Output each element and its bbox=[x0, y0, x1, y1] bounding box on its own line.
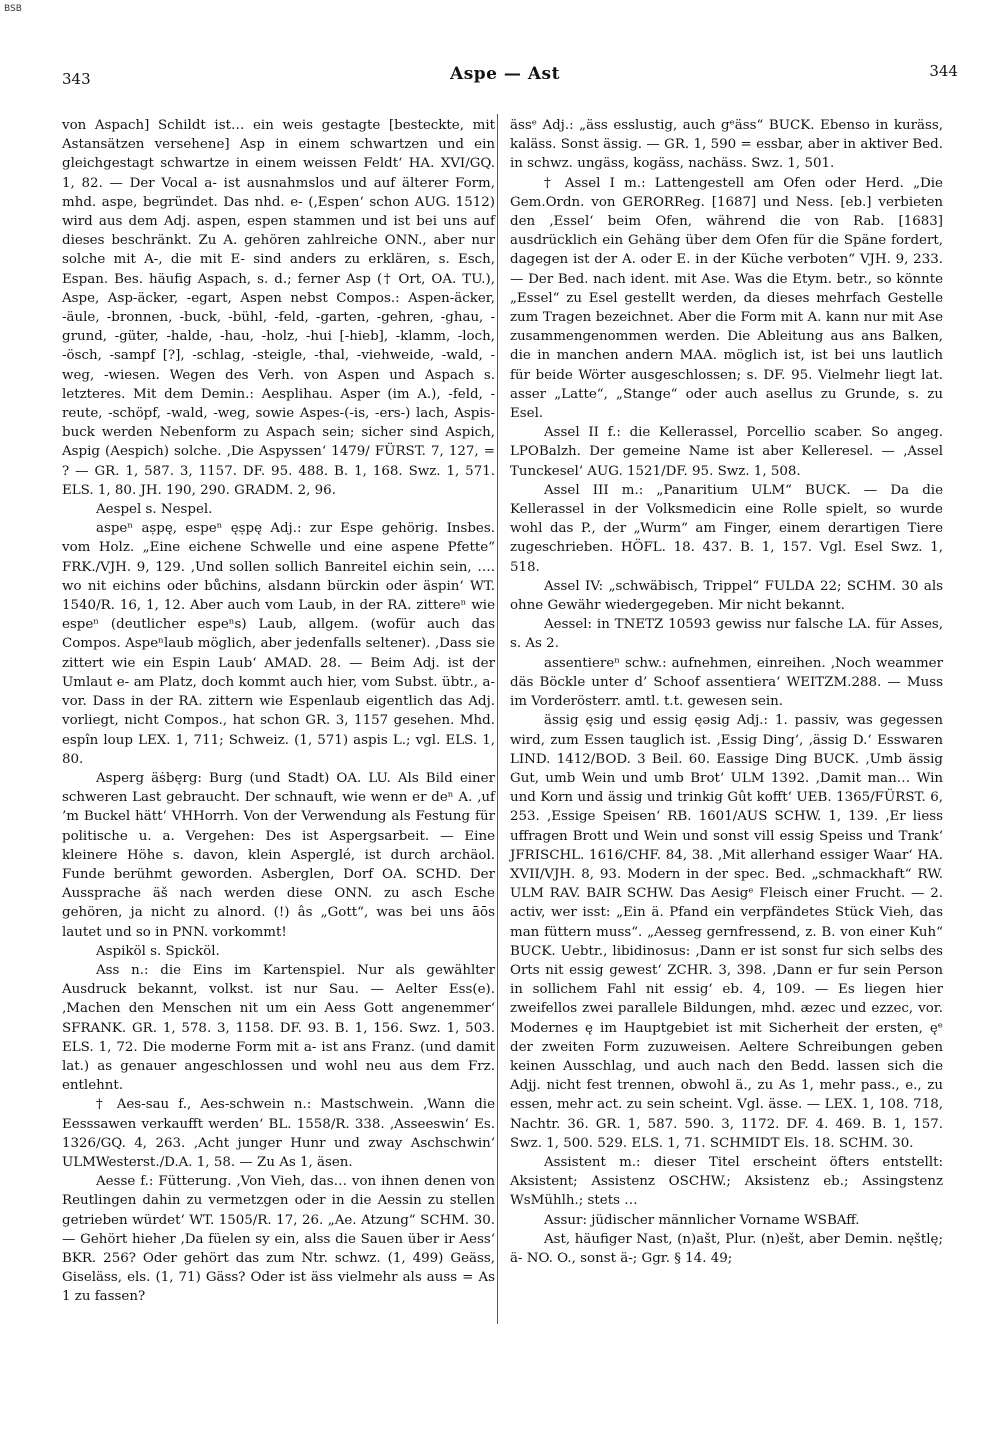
entry-paragraph: † Assel I m.: Lattengestell am Ofen oder Herd. „Die Gem.Ordn. von GERORReg. [1687] und Ness. [eb.] verbieten den ‚Essel‘ beim Ofen, während die von Rab. [1683] ausdrücklich ein Gehäng über dem Ofen für die Späne fordert, dagegen ist der A. oder E. in der Küche verboten“ VJH. 9, 233. — Der Bed. nach ident. mit Ase. Was die Etym. betr., so könnte „Essel“ zu Esel gestellt werden, da dieses mehrfach Gestelle zum Tragen bezeichnet. Aber die Form mit A. kann nur mit Ase zusammengenommen werden. Die Ableitung aus ans Balken, die in manchen andern MAA. möglich ist, ist bei uns lautlich für beide Wörter ausgeschlossen; s. DF. 95. Vielmehr liegt lat. asser „Latte“, „Stange“ oder auch asellus zu Grunde, s. zu Esel. bbox=[510, 175, 943, 422]
running-title: Aspe — Ast bbox=[450, 64, 560, 84]
library-stamp: BSB bbox=[4, 4, 22, 14]
entry-paragraph: Ast, häufiger Nast, (n)ašt, Plur. (n)ešt, aber Demin. nęštlę; ä- NO. O., sonst ä-; Ggr. § 14. 49; bbox=[510, 1231, 943, 1266]
entry-paragraph: Assistent m.: dieser Titel erscheint öfters entstellt: Aksistent; Assistenz OSCHW.; Aksistenz eb.; Assingstenz WsMühlh.; stets … bbox=[510, 1154, 943, 1209]
entry-paragraph: assentiereⁿ schw.: aufnehmen, einreihen. ‚Noch weammer däs Böckle unter d’ Schoof assentiera‘ WEITZM.288. — Muss im Vorderösterr. amtl. t.t. gewesen sein. bbox=[510, 655, 943, 710]
page-header bbox=[40, 62, 970, 86]
entry-paragraph: von Aspach] Schildt ist… ein weis gestagte [besteckte, mit Astansätzen versehene] Asp in einem schwartzen und ein gleichgestagt schwartze in einem weissen Feldt‘ HA. XVI/GQ. 1, 82. — Der Vocal a- ist ausnahmslos und auf älterer Form, mhd. aspe, begründet. Das nhd. e- (‚Espen‘ schon AUG. 1512) wird aus dem Adj. aspen, espen stammen und ist bei uns auf dieses beschränkt. Zu A. gehören zahlreiche ONN., aber nur solche mit A-, die mit E- sind anders zu erklären, s. Esch, Espan. Bes. häufig Aspach, s. d.; ferner Asp († Ort, OA. TU.), Aspe, Asp-äcker, -egart, Aspen nebst Compos.: Aspen-äcker, -äule, -bronnen, -buck, -bühl, -feld, -garten, -gehren, -ghau, -grund, -güter, -halde, -hau, -holz, -hui [-hieb], -klamm, -loch, -ösch, -sampf [?], -schlag, -steigle, -thal, -viehweide, -wald, -weg, -wiesen. Wegen des Verh. von Aspen und Aspach s. letzteres. Mit dem Demin.: Aesplihau. Asper (im A.), -feld, -reute, -schöpf, -wald, -weg, sowie Aspes-(-is, -ers-) lach, Aspis-buck werden Nebenform zu Aspach sein; sicher sind Aspich, Aspig (Aespich) solche. ‚Die Aspyssen‘ 1479/ FÜRST. 7, 127, = ? — GR. 1, 587. 3, 1157. DF. 95. 488. B. 1, 168. Swz. 1, 571. ELS. 1, 80. JH. 190, 290. GRADM. 2, 96. bbox=[62, 118, 495, 498]
entry-paragraph: Assel II f.: die Kellerassel, Porcellio scaber. So angeg. LPOBalzh. Der gemeine Name ist aber Kelleresel. — ‚Assel Tunckesel‘ AUG. 1521/DF. 95. Swz. 1, 508. bbox=[510, 425, 943, 479]
page-number-left: 343 bbox=[62, 70, 91, 88]
entry-paragraph: ässig ęsig und essig ęəsig Adj.: 1. passiv, was gegessen wird, zum Essen tauglich ist. ‚Essig Ding‘, ‚ässig D.‘ Esswaren LIND. 1412/BOD. 3 Beil. 60. Eassige Ding BUCK. ‚Umb ässig Gut, umb Wein und umb Brot‘ ULM 1392. ‚Damit man… Win und Korn und ässig und trinkig Gût kofft‘ UEB. 1365/FÜRST. 6, 253. ‚Essige Speisen‘ RB. 1601/AUS SCHW. 1, 139. ‚Er liess uffragen Brott und Wein und sonst vill essig Speiss und Trank‘ JFRISCHL. 1616/CHF. 84, 38. ‚Mit allerhand essiger Waar‘ HA. XVII/VJH. 8, 93. Modern in der spec. Bed. „schmackhaft“ RW. ULM RAV. BAIR SCHW. Das Aesigᵉ Fleisch einer Frucht. — 2. activ, wer isst: „Ein ä. Pfand ein verpfändetes Stück Vieh, das man füttern muss“. „Aesseg gernfressend, z. B. von einer Kuh“ BUCK. Uebtr., libidinosus: ‚Dann er ist sonst fur sich selbs des Orts nit essig gewest‘ ZCHR. 3, 398. ‚Dann er fur sein Person in sollichem Fahl nit essig‘ eb. 4, 109. — Es liegen hier zweifellos zwei parallele Bildungen, mhd. æzec und ezzec, vor. Modernes ę im Hauptgebiet ist mit Sicherheit der ersten, ęᵉ der zweiten Form zuzuweisen. Aeltere Schreibungen geben keinen Ausschlag, und auch nach den Bedd. lassen sich die Adjj. nicht fest trennen, obwohl ä., zu As 1, mehr pass., e., zu essen, mehr act. zu sein scheint. Vgl. ässe. — LEX. 1, 108. 718, Nachtr. 36. GR. 1, 587. 590. 3, 1172. DF. 4. 469. B. 1, 157. Swz. 1, 500. 529. ELS. 1, 71. SCHMIDT Els. 18. SCHM. 30. bbox=[510, 713, 943, 1151]
entry-paragraph: † Aes-sau f., Aes-schwein n.: Mastschwein. ‚Wann die Eesssawen verkaufft werden‘ BL. 1558/R. 338. ‚Asseeswin‘ Es. 1326/GQ. 4, 263. ‚Acht junger Hunr und zway Aschschwin‘ ULMWesterst./D.A. 1, 58. — Zu As 1, äsen. bbox=[62, 1097, 495, 1170]
right-column bbox=[510, 116, 943, 1268]
entry-paragraph: Asperg äṡbęrg: Burg (und Stadt) OA. LU. Als Bild einer schweren Last gebraucht. Der schnauft, wie wenn er deⁿ A. ‚uf ’m Buckel hätt‘ VHHorrh. Von der Verwendung als Festung für politische u. a. Vergehen: Des ist Aspergsarbeit. — Eine kleinere Höhe s. davon, klein Asperglé, ist durch archäol. Funde berühmt geworden. Asberglen, Dorf OA. SCHD. Der Aussprache äš nach werden diese ONN. zu asch Esche gehören, ja nicht zu alnord. (!) âs „Gott“, was bei uns āōs lautet und so in PNN. vorkommt! bbox=[62, 770, 495, 940]
entry-paragraph: ässᵉ Adj.: „äss esslustig, auch gᵉäss“ BUCK. Ebenso in kuräss, kaläss. Sonst ässig. — GR. 1, 590 = essbar, aber in aktiver Bed. in schwz. ungäss, kogäss, nachäss. Swz. 1, 501. bbox=[510, 118, 943, 172]
entry-paragraph: Aesse f.: Fütterung. ‚Von Vieh, das… von ihnen denen von Reutlingen dahin zu vermetzgen oder in die Aessin zu stellen getrieben würdet‘ WT. 1505/R. 17, 26. „Ae. Atzung“ SCHM. 30. — Gehört hieher ‚Da füelen sy ein, alss die Sauen über ir Aess‘ BKR. 256? Oder gehört das zum Ntr. schwz. (1, 499) Geäss, Giseläss, els. (1, 71) Gäss? Oder ist äss vielmehr als auss = As 1 zu fassen? bbox=[62, 1174, 495, 1305]
left-column bbox=[62, 116, 495, 1307]
entry-paragraph: Ass n.: die Eins im Kartenspiel. Nur als gewählter Ausdruck bekannt, volkst. ist nur Sau. — Aelter Ess(e). ‚Machen den Menschen nit um ein Aess Gott angenemmer‘ SFRANK. GR. 1, 578. 3, 1158. DF. 93. B. 1, 156. Swz. 1, 503. ELS. 1, 72. Die moderne Form mit a- ist ans Franz. (und damit lat.) as genauer angeschlossen und wohl neu aus dem Frz. entlehnt. bbox=[62, 962, 495, 1094]
entry-paragraph: aspeⁿ aṣpę, espeⁿ ęṣpę Adj.: zur Espe gehörig. Insbes. vom Holz. „Eine eichene Schwelle und eine aspene Pfette“ FRK./VJH. 9, 129. ‚Und sollen sollich Banreitel eichin sein, …. wo nit eichins oder bůchins, alsdann bürckin oder äspin‘ WT. 1540/R. 16, 1, 12. Aber auch vom Laub, in der RA. zittereⁿ wie espeⁿ (deutlicher espeⁿs) Laub, allgem. (wofür auch das Compos. Aspeⁿlaub möglich, aber jedenfalls seltener). ‚Dass sie zittert wie ein Espin Laub‘ AMAD. 28. — Beim Adj. ist der Umlaut e- am Platz, doch kommt auch hier, vom Subst. übtr., a- vor. Dass in der RA. zittern wie Espenlaub eigentlich das Adj. vorliegt, nicht Compos., hat schon GR. 3, 1157 gesehen. Mhd. espîn loup LEX. 1, 711; Schweiz. (1, 571) aspis L.; vgl. ELS. 1, 80. bbox=[62, 521, 495, 767]
entry-paragraph: Aspiköl s. Spicköl. bbox=[96, 943, 220, 959]
column-divider bbox=[497, 114, 498, 1324]
entry-paragraph: Assel IV: „schwäbisch, Trippel“ FULDA 22; SCHM. 30 als ohne Gewähr wiedergegeben. Mir nicht bekannt. bbox=[510, 578, 943, 614]
page-number-right: 344 bbox=[929, 62, 958, 80]
entry-paragraph: Aessel: in TNETZ 10593 gewiss nur falsche LA. für Asses, s. As 2. bbox=[510, 617, 943, 652]
entry-paragraph: Aespel s. Nespel. bbox=[96, 502, 213, 518]
entry-paragraph: Assur: jüdischer männlicher Vorname WSBAff. bbox=[544, 1212, 860, 1228]
entry-paragraph: Assel III m.: „Panaritium ULM“ BUCK. — Da die Kellerassel in der Volksmedicin eine Rolle spielt, so wurde wohl das P., der „Wurm“ am Finger, einem derartigen Tiere zugeschrieben. HÖFL. 18. 437. B. 1, 157. Vgl. Esel Swz. 1, 518. bbox=[510, 482, 943, 575]
